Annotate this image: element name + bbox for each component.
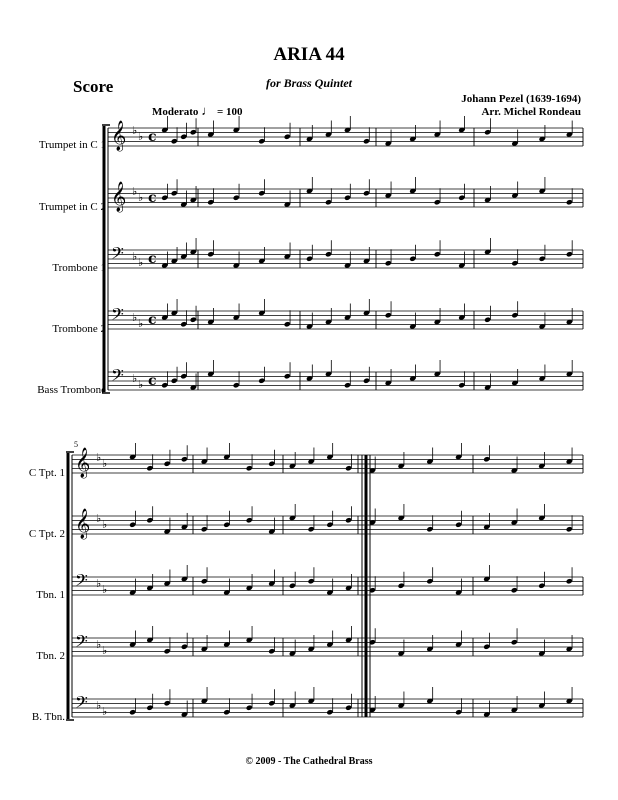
common-time-icon: c xyxy=(148,373,157,389)
common-time-icon: c xyxy=(148,190,157,206)
flat-icon: ♭ xyxy=(102,583,108,596)
copyright-footer: © 2009 - The Cathedral Brass xyxy=(245,756,373,767)
flat-icon: ♭ xyxy=(132,250,138,263)
flat-icon: ♭ xyxy=(138,378,144,391)
flat-icon: ♭ xyxy=(138,256,144,269)
instrument-label: Trumpet in C 1 xyxy=(38,139,106,151)
arranger: Arr. Michel Rondeau xyxy=(481,106,581,118)
treble-clef-icon: 𝄞 xyxy=(75,448,91,478)
score-label: Score xyxy=(73,77,114,96)
page-title: ARIA 44 xyxy=(273,44,345,65)
common-time-icon: c xyxy=(148,312,157,328)
instrument-label: Bass Trombone xyxy=(37,384,106,396)
bass-clef-icon: 𝄢 xyxy=(111,304,124,328)
instrument-label: Tbn. 1 xyxy=(36,589,65,601)
tempo-text: Moderato xyxy=(152,106,199,118)
instrument-label: Trombone 1 xyxy=(52,262,106,274)
instrument-label: Trombone 2 xyxy=(52,323,106,335)
flat-icon: ♭ xyxy=(138,130,144,143)
flat-icon: ♭ xyxy=(138,191,144,204)
notes xyxy=(129,116,573,718)
tempo-value: = 100 xyxy=(216,106,243,118)
flat-icon: ♭ xyxy=(96,577,102,590)
subtitle: for Brass Quintet xyxy=(265,76,353,90)
flat-icon: ♭ xyxy=(132,124,138,137)
treble-clef-icon: 𝄞 xyxy=(75,509,91,539)
bass-clef-icon: 𝄢 xyxy=(111,243,124,267)
staff-lines xyxy=(66,120,583,720)
flat-icon: ♭ xyxy=(102,457,108,470)
bass-clef-icon: 𝄢 xyxy=(75,570,88,594)
instrument-label: C Tpt. 2 xyxy=(28,528,65,540)
common-time-icon: c xyxy=(148,129,157,145)
instrument-label: Trumpet in C 2 xyxy=(38,201,106,213)
instrument-label: C Tpt. 1 xyxy=(28,467,65,479)
flat-icon: ♭ xyxy=(96,451,102,464)
flat-icon: ♭ xyxy=(96,699,102,712)
flat-icon: ♭ xyxy=(102,518,108,531)
flat-icon: ♭ xyxy=(132,311,138,324)
measure-number: 5 xyxy=(74,440,78,449)
flat-icon: ♭ xyxy=(132,185,138,198)
flat-icon: ♭ xyxy=(138,317,144,330)
treble-clef-icon: 𝄞 xyxy=(111,121,127,151)
bass-clef-icon: 𝄢 xyxy=(75,692,88,716)
quarter-note-icon: ♩ xyxy=(201,103,215,118)
flat-icon: ♭ xyxy=(96,512,102,525)
bass-clef-icon: 𝄢 xyxy=(75,631,88,655)
flat-icon: ♭ xyxy=(102,705,108,718)
instrument-label: B. Tbn. xyxy=(31,711,65,723)
composer: Johann Pezel (1639-1694) xyxy=(461,93,581,105)
bass-clef-icon: 𝄢 xyxy=(111,365,124,389)
flat-icon: ♭ xyxy=(102,644,108,657)
flat-icon: ♭ xyxy=(96,638,102,651)
instrument-label: Tbn. 2 xyxy=(36,650,65,662)
flat-icon: ♭ xyxy=(132,372,138,385)
treble-clef-icon: 𝄞 xyxy=(111,182,127,212)
common-time-icon: c xyxy=(148,251,157,267)
